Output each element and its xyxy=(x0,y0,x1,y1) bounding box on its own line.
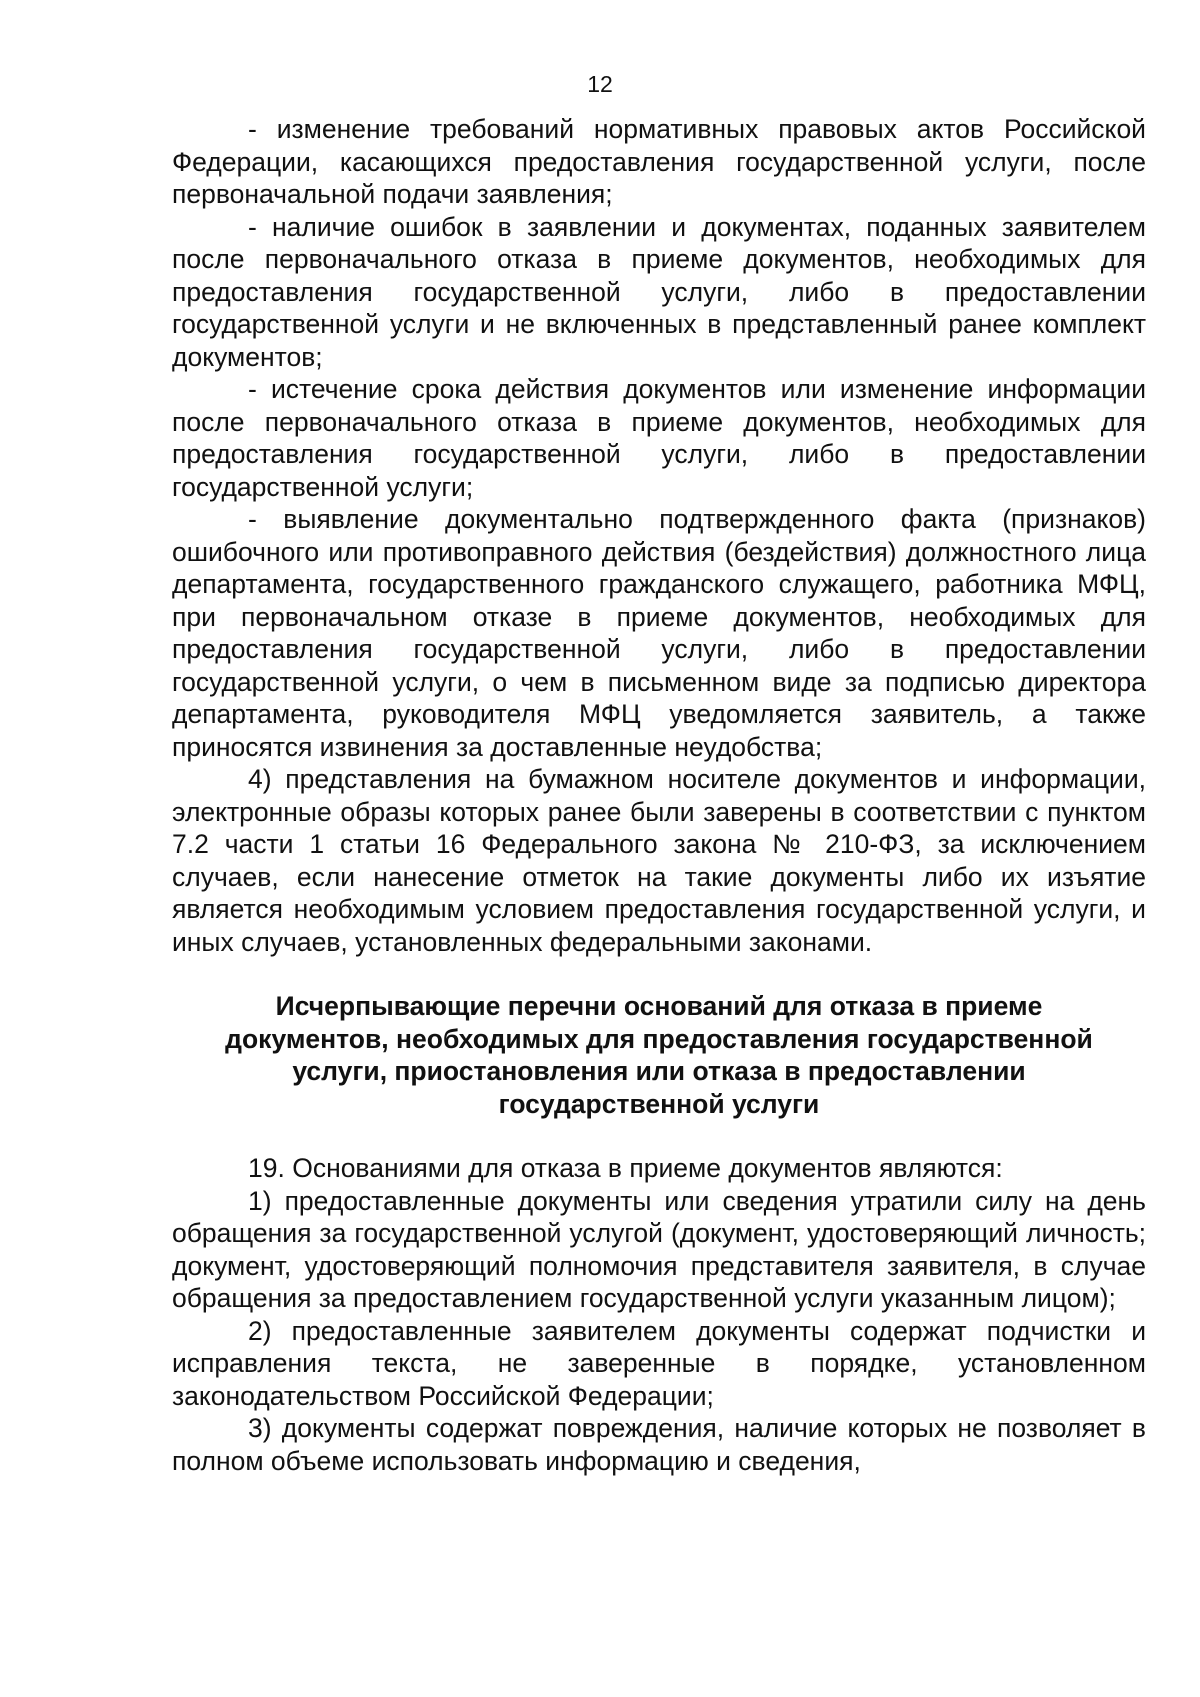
document-body xyxy=(172,113,1146,1477)
section-heading-line: государственной услуги xyxy=(498,1088,820,1119)
section-heading-line: документов, необходимых для предоставления государственной xyxy=(225,1023,1093,1054)
paragraph-errors-in-application: - наличие ошибок в заявлении и документах, поданных заявителем после первоначального отказа в приеме документов, необходимых для предоставления государственной услуги, либо в предоставлении государственной услуги и не включенных в представленный ранее комплект документов; xyxy=(172,211,1146,372)
paragraph-paper-documents: 4) представления на бумажном носителе документов и информации, электронные образы которых ранее были заверены в соответствии с пунктом 7.2 части 1 статьи 16 Федерального закона № 210-ФЗ, за исключением случаев, если нанесение отметок на такие документы либо их изъятие является необходимым условием предоставления государственной услуги, и иных случаев, установленных федеральными законами. xyxy=(172,764,1146,957)
paragraph-ground-3: 3) документы содержат повреждения, наличие которых не позволяет в полном объеме использовать информацию и сведения, xyxy=(172,1413,1146,1476)
section-heading xyxy=(172,990,1146,1120)
paragraph-ground-1: 1) предоставленные документы или сведения утратили силу на день обращения за государственной услугой (документ, удостоверяющий личность; документ, удостоверяющий полномочия представителя заявителя, в случае обращения за предоставлением государственной услуги указанным лицом); xyxy=(172,1185,1146,1313)
paragraph-requirements-change: - изменение требований нормативных правовых актов Российской Федерации, касающихся предоставления государственной услуги, после первоначальной подачи заявления; xyxy=(172,114,1146,209)
paragraph-clause-19: 19. Основаниями для отказа в приеме документов являются: xyxy=(248,1153,1003,1183)
section-heading-line: Исчерпывающие перечни оснований для отказа в приеме xyxy=(275,991,1043,1021)
section-heading-line: услуги, приостановления или отказа в предоставлении xyxy=(292,1056,1026,1086)
page-number: 12 xyxy=(587,71,613,97)
paragraph-documents-expired: - истечение срока действия документов или изменение информации после первоначального отказа в приеме документов, необходимых для предоставления государственной услуги, либо в предоставлении государственной услуги; xyxy=(172,374,1146,502)
paragraph-unlawful-action: - выявление документально подтвержденного факта (признаков) ошибочного или противоправного действия (бездействия) должностного лица департамента, государственного гражданского служащего, работника МФЦ, при первоначальном отказе в приеме документов, необходимых для предоставления государственной услуги, либо в предоставлении государственной услуги, о чем в письменном виде за подписью директора департамента, руководителя МФЦ уведомляется заявитель, а также приносятся извинения за доставленные неудобства; xyxy=(172,504,1146,762)
paragraph-ground-2: 2) предоставленные заявителем документы содержат подчистки и исправления текста, не заверенные в порядке, установленном законодательством Российской Федерации; xyxy=(172,1315,1146,1411)
